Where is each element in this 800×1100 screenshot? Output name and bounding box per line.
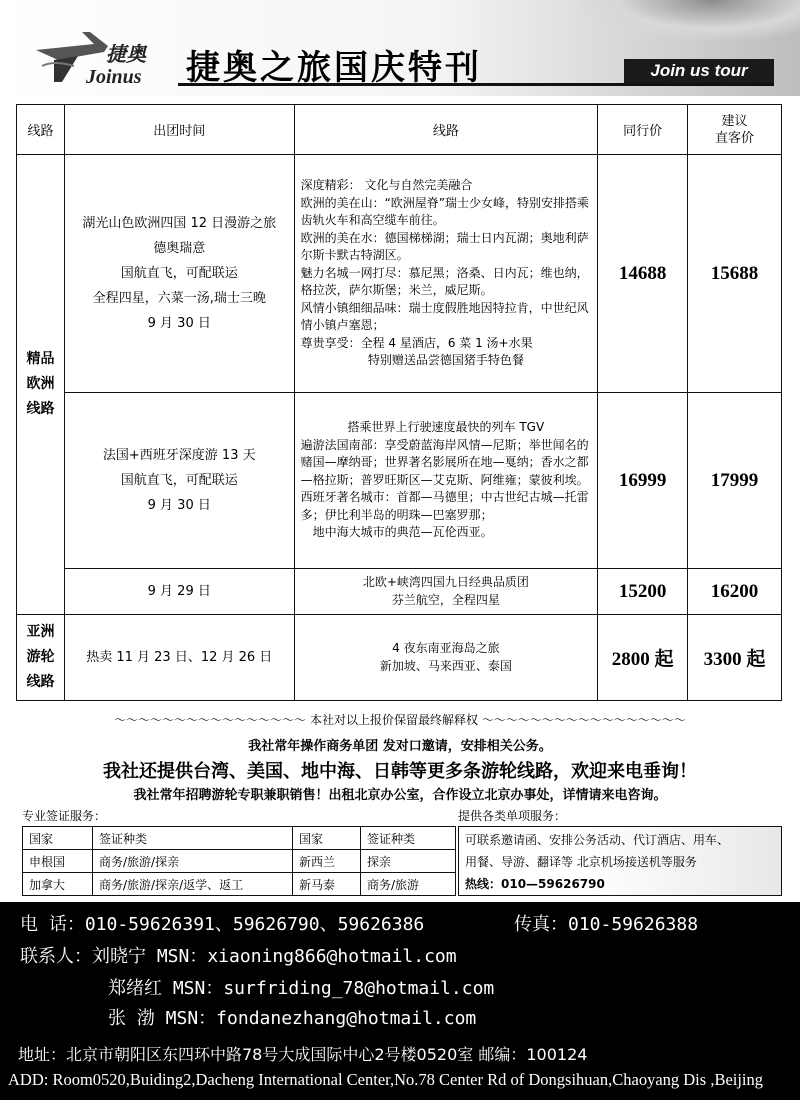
route-line: 西班牙著名城市：首都—马德里；中古世纪古城—托雷多；伊比利半岛的明珠—巴塞罗那； [300,490,589,522]
services-box [458,826,782,896]
retail-price: 15688 [688,155,782,393]
tour-countries: 德奥瑞意 [153,241,206,256]
visa-header: 国家 [23,827,93,850]
route-line: 魅力名城一网打尽：慕尼黑；洛桑、日内瓦；维也纳，格拉茨，萨尔斯堡；米兰，威尼斯。 [300,265,589,298]
contact-person: 张 渤 MSN：fondanezhang@hotmail.com [108,1008,477,1029]
route-cell [294,393,598,569]
visa-cell: 新西兰 [293,850,361,873]
peer-price: 14688 [598,155,688,393]
visa-cell: 商务/旅游 [361,873,456,896]
fax-number: 传真：010-59626388 [514,914,699,935]
contact-footer [0,902,800,1100]
visa-table [22,826,456,896]
departure-cell [64,155,294,393]
visa-cell: 加拿大 [23,873,93,896]
table-row [17,615,782,701]
visa-row [23,850,456,873]
visa-header: 签证种类 [93,827,293,850]
notice-recruit: 我社常年招聘游轮专职兼职销售！出租北京办公室，合作设立北京办事处，详情请来电咨询。 [133,788,667,803]
route-line: 风情小镇细细品味：瑞士度假胜地因特拉肯，中世纪风情小镇卢塞恩； [300,300,589,333]
tour-date: 9 月 30 日 [147,316,211,331]
header-route: 线路 [294,105,598,155]
tour-flight: 国航直飞，可配联运 [120,473,238,488]
table-header-row [17,105,782,155]
visa-cell: 申根国 [23,850,93,873]
route-line: 遍游法国南部：享受蔚蓝海岸风情—尼斯；举世闻名的赌国—摩纳哥；世界著名影展所在地—戛纳；香水之都—格拉斯；普罗旺斯区—艾克斯、阿维雍；蒙彼利埃。 [300,437,589,487]
retail-price: 17999 [688,393,782,569]
table-row [17,393,782,569]
contact-person: 联系人：刘晓宁 MSN：xiaoning866@hotmail.com [20,946,457,967]
address-cn: 地址：北京市朝阳区东四环中路78号大成国际中心2号楼0520室 邮编：100124 [18,1045,588,1064]
route-line: 欧洲的美在水：德国梯梯湖；瑞士日内瓦湖；奥地利萨尔斯卡默古特湖区。 [300,230,589,263]
notice-cruise: 我社还提供台湾、美国、地中海、日韩等更多条游轮线路，欢迎来电垂询！ [103,761,697,782]
logo-en: Joinus [86,66,142,88]
services-line: 可联系邀请函、安排公务活动、代订酒店、用车、 [465,833,730,847]
visa-cell: 探亲 [361,850,456,873]
disclaimer: ～～～～～～～～～～～～～～～～ 本社对以上报价保留最终解释权 ～～～～～～～～～～～～～～～～～ [114,713,686,727]
route-line: 尊贵享受：全程 4 星酒店，6 菜 1 汤+水果 [300,335,533,350]
retail-price: 16200 [688,569,782,615]
visa-header-row [23,827,456,850]
logo-cn: 捷奥 [106,42,146,66]
visa-title: 专业签证服务： [22,809,107,823]
table-row [17,155,782,393]
route-cell [294,155,598,393]
route-line: 新加坡、马来西亚、泰国 [379,658,512,673]
header-banner [0,0,800,96]
route-line: 4 夜东南亚海岛之旅 [392,641,500,655]
route-cell [294,569,598,615]
hotline: 热线：010—59626790 [465,877,605,891]
header-category: 线路 [17,105,65,155]
tour-hotel: 全程四星，六菜一汤,瑞士三晚 [92,291,266,306]
tagline: Join us tour [624,59,774,83]
page-title: 捷奥之旅国庆特刊 [186,48,482,88]
retail-price: 3300 起 [688,615,782,701]
departure-cell: 9 月 29 日 [64,569,294,615]
header-peer-price: 同行价 [598,105,688,155]
header-departure: 出团时间 [64,105,294,155]
visa-cell: 商务/旅游/探亲 [93,850,293,873]
route-line: 地中海大城市的典范—瓦伦西亚。 [312,525,493,540]
peer-price: 15200 [598,569,688,615]
contact-person: 郑绪红 MSN：surfriding_78@hotmail.com [108,978,495,999]
cloud-decoration [580,0,800,40]
tour-flight: 国航直飞，可配联运 [120,266,238,281]
services-title: 提供各类单项服务： [458,809,567,823]
route-line: 搭乘世界上行驶速度最快的列车 TGV [347,420,545,435]
category-europe: 精品 欧洲 线路 [17,155,65,615]
address-en: ADD: Room0520,Buiding2,Dacheng International Center,No.78 Center Rd of Dongsihuan,Chaoyang Dis ,Beijing [8,1070,764,1089]
tour-name: 湖光山色欧洲四国 12 日漫游之旅 [82,216,277,231]
tour-date: 9 月 30 日 [147,498,211,513]
route-line: 北欧+峡湾四国九日经典品质团 [362,575,529,589]
phone-numbers: 电 话：010-59626391、59626790、59626386 [20,914,425,935]
peer-price: 2800 起 [598,615,688,701]
route-line: 特别赠送品尝德国猪手特色餐 [367,353,524,368]
departure-cell [64,393,294,569]
visa-header: 国家 [293,827,361,850]
services-line: 用餐、导游、翻译等 北京机场接送机等服务 [465,855,697,869]
visa-cell: 商务/旅游/探亲/返学、返工 [93,873,293,896]
tour-table [16,104,782,701]
route-line: 欧洲的美在山：“欧洲屋脊”瑞士少女峰，特别安排搭乘齿轨火车和高空缆车前往。 [300,195,590,228]
header-retail-price: 建议 直客价 [688,105,782,155]
logo [34,26,164,92]
visa-cell: 新马泰 [293,873,361,896]
departure-cell: 热卖 11 月 23 日、12 月 26 日 [64,615,294,701]
visa-row [23,873,456,896]
category-asia: 亚洲 游轮 线路 [17,615,65,701]
notice-business: 我社常年操作商务单团 发对口邀请，安排相关公务。 [248,739,552,754]
tour-name: 法国+西班牙深度游 13 天 [102,448,256,463]
table-row [17,569,782,615]
title-bar [178,40,774,86]
route-line: 深度精彩： 文化与自然完美融合 [300,178,473,193]
visa-header: 签证种类 [361,827,456,850]
route-cell [294,615,598,701]
route-line: 芬兰航空，全程四星 [391,592,500,607]
peer-price: 16999 [598,393,688,569]
